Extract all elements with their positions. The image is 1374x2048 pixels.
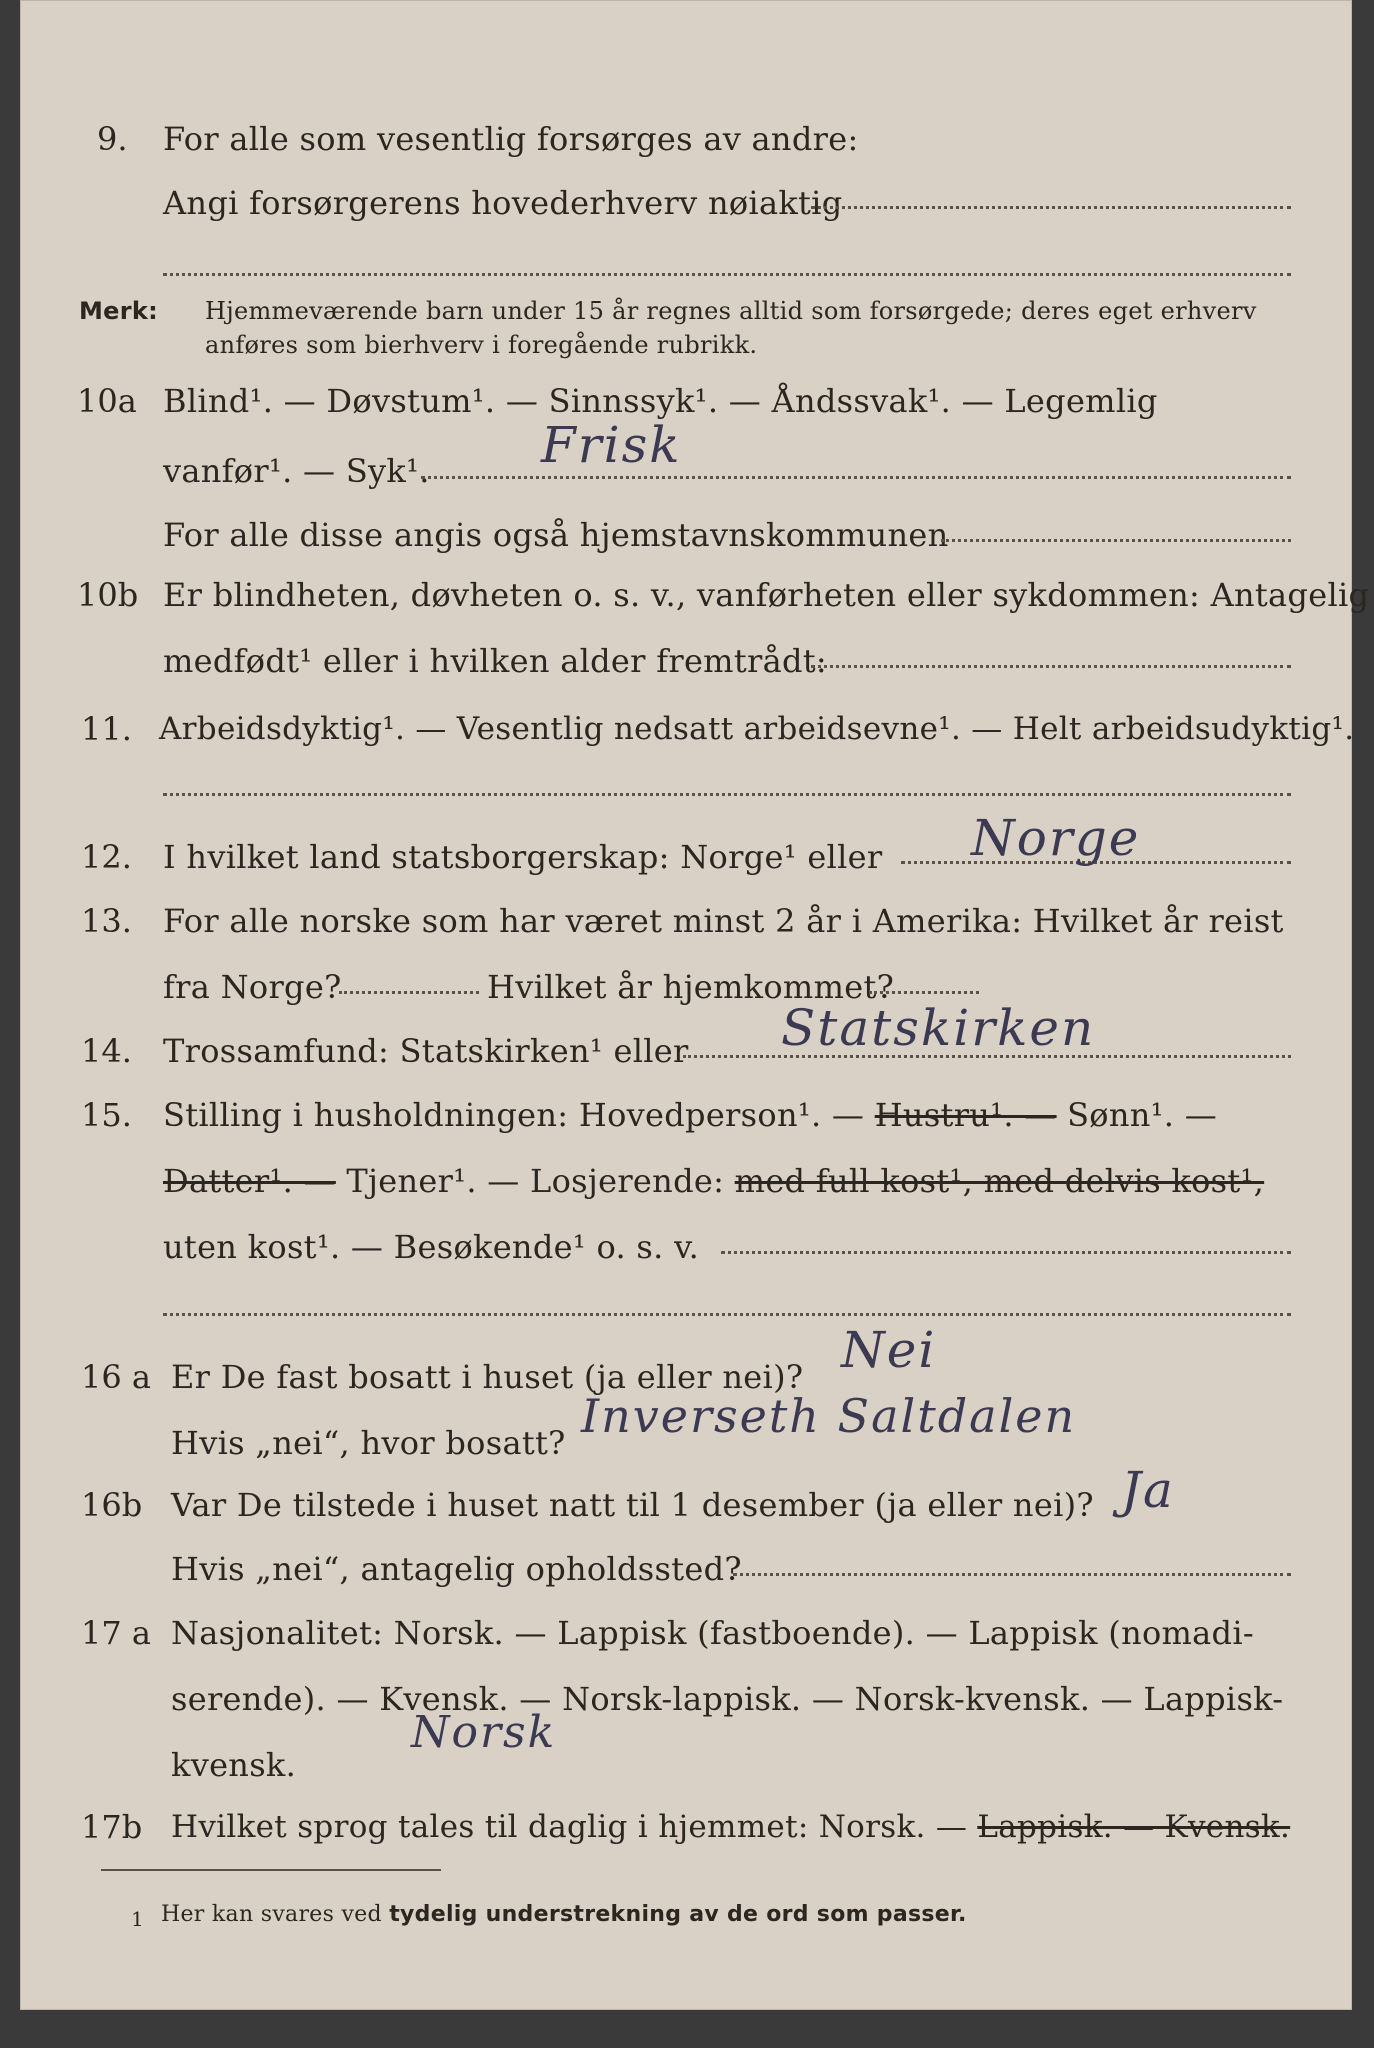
q15-struck-kost: med full kost¹, med delvis kost¹, <box>734 1162 1265 1200</box>
question-number-10b: 10b <box>77 576 139 614</box>
question-number-12: 12. <box>81 838 132 876</box>
footnote-text-b: tydelig understrekning av de ord som passer. <box>389 1902 967 1927</box>
q17b-text-a: Hvilket sprog tales til daglig i hjemmet: Norsk. — <box>171 1809 968 1845</box>
question-number-13: 13. <box>81 902 132 940</box>
q15-text-a: Stilling i husholdningen: Hovedperson¹. — <box>163 1096 865 1134</box>
census-form-page <box>20 0 1370 2010</box>
q17a-text-2: serende). — Kvensk. — Norsk-lappisk. — Norsk-kvensk. — Lappisk- <box>171 1680 1284 1718</box>
q10a-hometown-line[interactable] <box>941 539 1291 542</box>
q15-struck-datter: Datter¹. — <box>163 1162 336 1200</box>
q16a-text: Er De fast bosatt i huset (ja eller nei)? <box>171 1358 804 1396</box>
q13-return-line[interactable] <box>869 991 979 994</box>
q15-text-2 <box>163 1161 1264 1201</box>
q16b-text: Var De tilstede i huset natt til 1 desember (ja eller nei)? <box>171 1486 1094 1524</box>
q10a-handwritten-answer: Frisk <box>541 416 682 474</box>
q13-text-2a: fra Norge? <box>163 968 342 1006</box>
q16b-handwritten-answer: Ja <box>1121 1461 1175 1519</box>
question-number-9: 9. <box>97 120 128 158</box>
question-number-17b: 17b <box>81 1808 143 1846</box>
merk-text-2: anføres som bierhverv i foregående rubrikk. <box>205 331 758 359</box>
q17b-struck-options: Lappisk. — Kvensk. <box>977 1809 1291 1845</box>
q16b-text-2: Hvis „nei“, antagelig opholdssted? <box>171 1550 742 1588</box>
q10b-text: Er blindheten, døvheten o. s. v., vanførheten eller sykdommen: Antagelig <box>163 576 1370 614</box>
q17b-text <box>171 1807 1290 1847</box>
q10a-answer-line[interactable] <box>421 476 1291 479</box>
q15-text <box>163 1095 1217 1135</box>
merk-label: Merk: <box>79 297 159 325</box>
question-number-16a: 16 a <box>81 1358 151 1396</box>
footnote-text-a: Her kan svares ved <box>161 1902 382 1927</box>
footnote-text <box>161 1899 967 1931</box>
q16b-answer-line[interactable] <box>733 1573 1291 1576</box>
q11-text: Arbeidsdyktig¹. — Vesentlig nedsatt arbeidsevne¹. — Helt arbeidsudyktig¹. <box>159 711 1355 747</box>
q10a-text-2: vanfør¹. — Syk¹. <box>163 452 430 490</box>
footnote-mark: 1 <box>131 1907 145 1931</box>
merk-text: Hjemmeværende barn under 15 år regnes alltid som forsørgede; deres eget erhverv <box>205 297 1257 325</box>
q14-text: Trossamfund: Statskirken¹ eller <box>163 1032 689 1070</box>
q12-handwritten-answer: Norge <box>971 809 1141 867</box>
q17a-text-3: kvensk. <box>171 1746 297 1784</box>
q12-text: I hvilket land statsborgerskap: Norge¹ eller <box>163 838 883 876</box>
q9-text: For alle som vesentlig forsørges av andre: <box>163 120 859 158</box>
question-number-10a: 10a <box>77 382 137 420</box>
question-number-17a: 17 a <box>81 1614 151 1652</box>
q16a-text-2: Hvis „nei“, hvor bosatt? <box>171 1424 566 1462</box>
q10b-text-2: medfødt¹ eller i hvilken alder fremtrådt: <box>163 642 827 680</box>
q13-text-2b: Hvilket år hjemkommet? <box>487 968 895 1006</box>
question-number-11: 11. <box>81 710 132 748</box>
q16a-handwritten-residence: Inverseth Saltdalen <box>581 1389 1077 1443</box>
q10a-text-3: For alle disse angis også hjemstavnskommunen <box>163 516 949 554</box>
q11-answer-line[interactable] <box>163 793 1291 796</box>
q9-text-2: Angi forsørgerens hovederhverv nøiaktig <box>163 184 843 222</box>
question-number-16b: 16b <box>81 1486 143 1524</box>
q10a-text: Blind¹. — Døvstum¹. — Sinnssyk¹. — Åndssvak¹. — Legemlig <box>163 382 1158 420</box>
q15-text-3: uten kost¹. — Besøkende¹ o. s. v. <box>163 1228 700 1266</box>
q17a-text: Nasjonalitet: Norsk. — Lappisk (fastboende). — Lappisk (nomadi- <box>171 1614 1254 1652</box>
q15-text-2b: Tjener¹. — Losjerende: <box>346 1162 725 1200</box>
q10b-answer-line[interactable] <box>811 665 1291 668</box>
question-number-14: 14. <box>81 1032 132 1070</box>
q9-answer-line-2[interactable] <box>163 273 1291 276</box>
q15-text-c: Sønn¹. — <box>1067 1096 1218 1134</box>
q15-struck-hustru: Hustru¹. — <box>874 1096 1057 1134</box>
q13-departure-line[interactable] <box>339 991 479 994</box>
q9-answer-line[interactable] <box>811 206 1291 209</box>
footnote-divider <box>101 1869 441 1871</box>
q17a-handwritten-answer: Norsk <box>411 1707 557 1758</box>
q13-text: For alle norske som har været minst 2 år i Amerika: Hvilket år reist <box>163 902 1284 940</box>
q14-handwritten-answer: Statskirken <box>781 999 1096 1057</box>
q16a-handwritten-answer: Nei <box>841 1321 937 1379</box>
q15-answer-line-2[interactable] <box>163 1313 1291 1316</box>
q15-answer-line[interactable] <box>721 1251 1291 1254</box>
question-number-15: 15. <box>81 1096 132 1134</box>
